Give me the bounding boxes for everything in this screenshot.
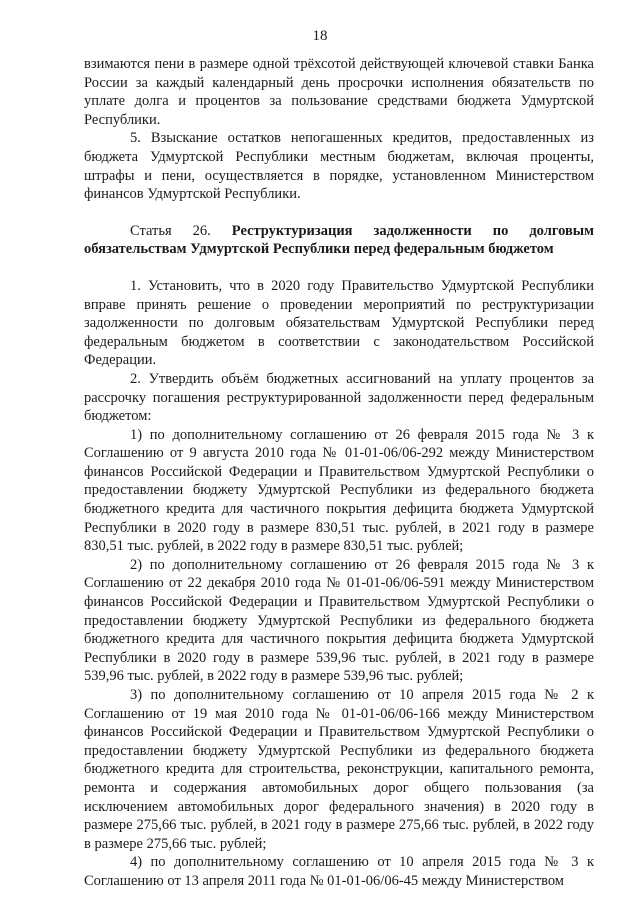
- paragraph-item-5-collection: 5. Взыскание остатков непогашенных кредитов, предоставленных из бюджета Удмуртской Республики местным бюджетам, включая проценты, штрафы и пени, осуществляется в порядке, установленном Министерством финансов Удмуртской Республики.: [84, 130, 594, 203]
- page-number: 18: [312, 28, 328, 44]
- subitem-3-agreement: 3) по дополнительному соглашению от 10 апреля 2015 года № 2 к Соглашению от 19 мая 2010 года № 01-01-06/06-166 между Министерством финансов Российской Федерации и Правительством Удмуртской Республики о предоставлении бюджету Удмуртской Республики из федерального бюджета бюджетного кредита для строительства, реконструкции, капитального ремонта, ремонта и содержания автомобильных дорог общего пользования (за исключением автомобильных дорог федерального значения) в 2020 году в размере 275,66 тыс. рублей, в 2021 году в размере 275,66 тыс. рублей, в 2022 году в размере 275,66 тыс. рублей;: [84, 687, 594, 852]
- subitem-4-agreement: 4) по дополнительному соглашению от 10 апреля 2015 года № 3 к Соглашению от 13 апреля 2011 года № 01-01-06/06-45 между Министерством: [84, 854, 594, 889]
- article-heading: [84, 222, 594, 259]
- article-title: Реструктуризация задолженности по долговым обязательствам Удмуртской Республики перед федеральным бюджетом: [84, 222, 595, 258]
- subitem-1-agreement: 1) по дополнительному соглашению от 26 февраля 2015 года № 3 к Соглашению от 9 августа 2010 года № 01-01-06/06-292 между Министерством финансов Российской Федерации и Правительством Удмуртской Республики о предоставлении бюджету Удмуртской Республики из федерального бюджета бюджетного кредита для частичного покрытия дефицита бюджета Удмуртской Республики в 2020 году в размере 830,51 тыс. рублей, в 2021 году в размере 830,51 тыс. рублей, в 2022 году в размере 830,51 тыс. рублей;: [84, 426, 594, 555]
- article-number: Статья 26.: [130, 222, 211, 239]
- subitem-2-agreement: 2) по дополнительному соглашению от 26 февраля 2015 года № 3 к Соглашению от 22 декабря 2010 года № 01-01-06/06-591 между Министерством финансов Российской Федерации и Правительством Удмуртской Республики о предоставлении бюджету Удмуртской Республики из федерального бюджета бюджетного кредита для частичного покрытия дефицита бюджета Удмуртской Республики в 2020 году в размере 539,96 тыс. рублей, в 2021 году в размере 539,96 тыс. рублей, в 2022 году в размере 539,96 тыс. рублей;: [84, 556, 594, 685]
- paragraph-penalty-continuation: взимаются пени в размере одной трёхсотой действующей ключевой ставки Банка России за каждый календарный день просрочки исполнения обязательств по уплате долга и процентов за пользование средствами бюджета Удмуртской Республики.: [84, 56, 594, 128]
- paragraph-item-1-restructuring: 1. Установить, что в 2020 году Правительство Удмуртской Республики вправе принять решение о проведении мероприятий по реструктуризации задолженности по долговым обязательствам Удмуртской Республики перед федеральным бюджетом в соответствии с законодательством Российской Федерации.: [84, 277, 594, 369]
- document-body: [84, 55, 594, 891]
- paragraph-item-2-allocations: 2. Утвердить объём бюджетных ассигнований на уплату процентов за рассрочку погашения реструктурированной задолженности перед федеральным бюджетом:: [84, 370, 594, 425]
